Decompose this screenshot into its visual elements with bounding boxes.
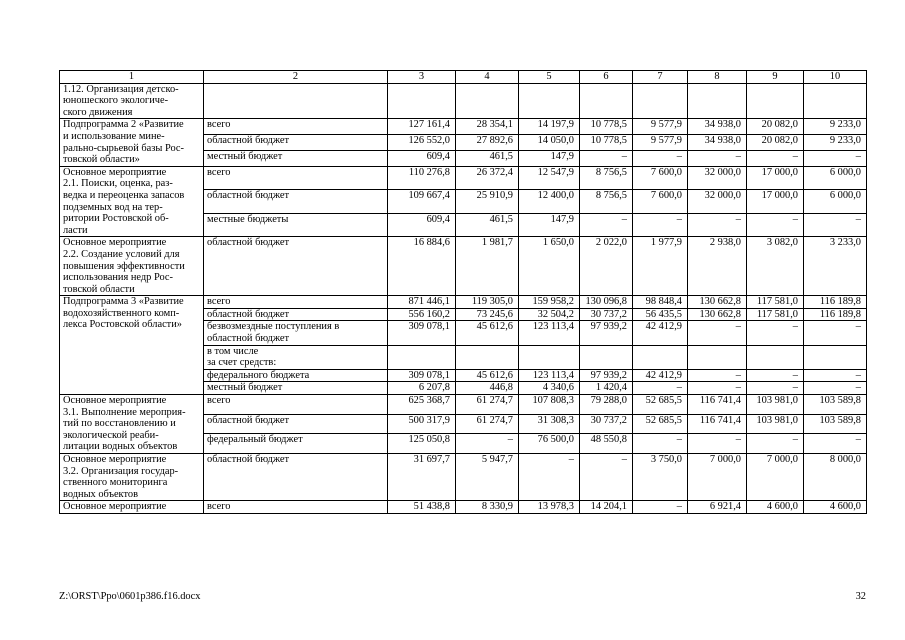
amount-cell: 130 096,8 xyxy=(580,296,633,309)
amount-cell: – xyxy=(519,454,580,501)
amount-cell: 103 589,8 xyxy=(804,395,867,415)
amount-cell: 116 189,8 xyxy=(804,308,867,321)
amount-cell: 76 500,0 xyxy=(519,434,580,454)
amount-cell: 103 981,0 xyxy=(747,395,804,415)
amount-cell: 625 368,7 xyxy=(388,395,456,415)
amount-cell xyxy=(456,83,519,119)
amount-cell: 130 662,8 xyxy=(688,308,747,321)
amount-cell: 6 000,0 xyxy=(804,190,867,214)
amount-cell: 97 939,2 xyxy=(580,369,633,382)
amount-cell: 1 977,9 xyxy=(633,237,688,296)
amount-cell xyxy=(804,83,867,119)
table-row xyxy=(60,296,867,309)
amount-cell: 117 581,0 xyxy=(747,296,804,309)
amount-cell: 31 308,3 xyxy=(519,414,580,434)
amount-cell: 32 000,0 xyxy=(688,166,747,190)
amount-cell: 9 577,9 xyxy=(633,119,688,135)
amount-cell: 3 082,0 xyxy=(747,237,804,296)
amount-cell: 61 274,7 xyxy=(456,414,519,434)
amount-cell: 12 400,0 xyxy=(519,190,580,214)
amount-cell: 32 000,0 xyxy=(688,190,747,214)
column-header: 1 xyxy=(60,71,204,84)
amount-cell: 9 233,0 xyxy=(804,119,867,135)
funding-source-cell: областной бюджет xyxy=(204,454,388,501)
amount-cell: 7 600,0 xyxy=(633,190,688,214)
amount-cell: 8 756,5 xyxy=(580,166,633,190)
amount-cell xyxy=(519,83,580,119)
amount-cell: – xyxy=(633,213,688,237)
amount-cell: 8 330,9 xyxy=(456,501,519,514)
footer-file-path: Z:\ORST\Ppo\0601p386.f16.docx xyxy=(59,591,201,602)
amount-cell: 4 600,0 xyxy=(747,501,804,514)
amount-cell xyxy=(633,83,688,119)
amount-cell: 110 276,8 xyxy=(388,166,456,190)
amount-cell xyxy=(688,83,747,119)
amount-cell: 16 884,6 xyxy=(388,237,456,296)
amount-cell: 1 650,0 xyxy=(519,237,580,296)
funding-source-cell: местный бюджет xyxy=(204,382,388,395)
amount-cell: 17 000,0 xyxy=(747,190,804,214)
funding-source-cell: областной бюджет xyxy=(204,308,388,321)
table-row xyxy=(60,119,867,135)
amount-cell: 12 547,9 xyxy=(519,166,580,190)
amount-cell: 147,9 xyxy=(519,150,580,166)
amount-cell: 45 612,6 xyxy=(456,369,519,382)
amount-cell: 32 504,2 xyxy=(519,308,580,321)
amount-cell: – xyxy=(688,382,747,395)
amount-cell: – xyxy=(804,382,867,395)
amount-cell: 1 420,4 xyxy=(580,382,633,395)
amount-cell: 103 589,8 xyxy=(804,414,867,434)
amount-cell: 4 340,6 xyxy=(519,382,580,395)
amount-cell: 42 412,9 xyxy=(633,369,688,382)
amount-cell: 309 078,1 xyxy=(388,369,456,382)
amount-cell: – xyxy=(688,434,747,454)
column-header: 5 xyxy=(519,71,580,84)
funding-source-cell: областной бюджет xyxy=(204,135,388,151)
amount-cell: 8 756,5 xyxy=(580,190,633,214)
amount-cell: 116 741,4 xyxy=(688,395,747,415)
table-row xyxy=(60,237,867,296)
amount-cell: 119 305,0 xyxy=(456,296,519,309)
amount-cell: – xyxy=(747,213,804,237)
funding-source-cell: всего xyxy=(204,395,388,415)
amount-cell: – xyxy=(633,501,688,514)
table-row xyxy=(60,395,867,415)
funding-source-cell: областной бюджет xyxy=(204,414,388,434)
program-name-cell: Подпрограмма 2 «Развитие и использование мине- рально-сырьевой базы Рос- товской области» xyxy=(60,119,204,166)
program-name-cell: Основное мероприятие 3.1. Выполнение мероприя- тий по восстановлению и экологической реаби- литации водных объектов xyxy=(60,395,204,454)
amount-cell xyxy=(456,345,519,369)
amount-cell: 48 550,8 xyxy=(580,434,633,454)
amount-cell: 159 958,2 xyxy=(519,296,580,309)
amount-cell: – xyxy=(804,150,867,166)
table-header-row xyxy=(60,71,867,84)
amount-cell: 10 778,5 xyxy=(580,135,633,151)
table-row xyxy=(60,166,867,190)
amount-cell: – xyxy=(688,369,747,382)
amount-cell: 30 737,2 xyxy=(580,308,633,321)
amount-cell: 27 892,6 xyxy=(456,135,519,151)
amount-cell xyxy=(688,345,747,369)
amount-cell: 25 910,9 xyxy=(456,190,519,214)
amount-cell: 500 317,9 xyxy=(388,414,456,434)
amount-cell: – xyxy=(747,382,804,395)
program-name-cell: Основное мероприятие xyxy=(60,501,204,514)
program-name-cell: Основное мероприятие 3.2. Организация государ- ственного мониторинга водных объектов xyxy=(60,454,204,501)
amount-cell: 51 438,8 xyxy=(388,501,456,514)
program-name-cell: Подпрограмма 3 «Развитие водохозяйственного комп- лекса Ростовской области» xyxy=(60,296,204,395)
amount-cell: 4 600,0 xyxy=(804,501,867,514)
amount-cell: 2 938,0 xyxy=(688,237,747,296)
funding-source-cell: всего xyxy=(204,501,388,514)
amount-cell: 5 947,7 xyxy=(456,454,519,501)
amount-cell: – xyxy=(580,213,633,237)
amount-cell: 9 577,9 xyxy=(633,135,688,151)
column-header: 7 xyxy=(633,71,688,84)
funding-source-cell: местный бюджет xyxy=(204,150,388,166)
amount-cell: 7 000,0 xyxy=(747,454,804,501)
amount-cell: – xyxy=(688,150,747,166)
amount-cell xyxy=(388,345,456,369)
amount-cell xyxy=(633,345,688,369)
amount-cell: 6 921,4 xyxy=(688,501,747,514)
amount-cell: 1 981,7 xyxy=(456,237,519,296)
amount-cell: 26 372,4 xyxy=(456,166,519,190)
amount-cell: 461,5 xyxy=(456,213,519,237)
column-header: 6 xyxy=(580,71,633,84)
funding-source-cell: всего xyxy=(204,166,388,190)
amount-cell: 14 204,1 xyxy=(580,501,633,514)
amount-cell: – xyxy=(804,321,867,345)
amount-cell: 20 082,0 xyxy=(747,119,804,135)
amount-cell xyxy=(519,345,580,369)
amount-cell: 2 022,0 xyxy=(580,237,633,296)
amount-cell: 446,8 xyxy=(456,382,519,395)
amount-cell: 871 446,1 xyxy=(388,296,456,309)
amount-cell: 30 737,2 xyxy=(580,414,633,434)
amount-cell: 7 000,0 xyxy=(688,454,747,501)
amount-cell: 147,9 xyxy=(519,213,580,237)
amount-cell: – xyxy=(456,434,519,454)
funding-source-cell: федерального бюджета xyxy=(204,369,388,382)
amount-cell: 3 233,0 xyxy=(804,237,867,296)
amount-cell: 17 000,0 xyxy=(747,166,804,190)
funding-source-cell: безвозмездные поступления в областной бюджет xyxy=(204,321,388,345)
funding-source-cell: областной бюджет xyxy=(204,237,388,296)
amount-cell: – xyxy=(633,382,688,395)
amount-cell: 34 938,0 xyxy=(688,119,747,135)
amount-cell: 31 697,7 xyxy=(388,454,456,501)
amount-cell: 109 667,4 xyxy=(388,190,456,214)
program-name-cell: 1.12. Организация детско- юношеского экологиче- ского движения xyxy=(60,83,204,119)
amount-cell: 6 207,8 xyxy=(388,382,456,395)
amount-cell: 79 288,0 xyxy=(580,395,633,415)
amount-cell: 9 233,0 xyxy=(804,135,867,151)
amount-cell: 609,4 xyxy=(388,213,456,237)
program-name-cell: Основное мероприятие 2.1. Поиски, оценка, раз- ведка и переоценка запасов подземных вод на тер- ритории Ростовской об- ласти xyxy=(60,166,204,237)
amount-cell: – xyxy=(804,213,867,237)
budget-table xyxy=(59,70,867,514)
amount-cell: – xyxy=(688,321,747,345)
amount-cell: – xyxy=(633,434,688,454)
amount-cell: 116 741,4 xyxy=(688,414,747,434)
column-header: 10 xyxy=(804,71,867,84)
amount-cell: 7 600,0 xyxy=(633,166,688,190)
amount-cell: – xyxy=(580,454,633,501)
amount-cell: 123 113,4 xyxy=(519,369,580,382)
amount-cell: 556 160,2 xyxy=(388,308,456,321)
amount-cell: 73 245,6 xyxy=(456,308,519,321)
table-row xyxy=(60,501,867,514)
amount-cell: 461,5 xyxy=(456,150,519,166)
amount-cell: 609,4 xyxy=(388,150,456,166)
amount-cell: – xyxy=(747,150,804,166)
amount-cell: 52 685,5 xyxy=(633,395,688,415)
amount-cell: 309 078,1 xyxy=(388,321,456,345)
amount-cell: – xyxy=(688,213,747,237)
amount-cell: 34 938,0 xyxy=(688,135,747,151)
amount-cell: 56 435,5 xyxy=(633,308,688,321)
footer-page-number: 32 xyxy=(855,591,866,602)
column-header: 2 xyxy=(204,71,388,84)
amount-cell: 28 354,1 xyxy=(456,119,519,135)
amount-cell xyxy=(804,345,867,369)
amount-cell: 8 000,0 xyxy=(804,454,867,501)
column-header: 3 xyxy=(388,71,456,84)
table-row xyxy=(60,454,867,501)
program-name-cell: Основное мероприятие 2.2. Создание условий для повышения эффективности использования недр Рос- товской области xyxy=(60,237,204,296)
amount-cell: 127 161,4 xyxy=(388,119,456,135)
amount-cell: 20 082,0 xyxy=(747,135,804,151)
amount-cell: – xyxy=(580,150,633,166)
amount-cell: 125 050,8 xyxy=(388,434,456,454)
amount-cell: 14 050,0 xyxy=(519,135,580,151)
amount-cell: 45 612,6 xyxy=(456,321,519,345)
amount-cell: 107 808,3 xyxy=(519,395,580,415)
funding-source-cell: всего xyxy=(204,296,388,309)
amount-cell: 61 274,7 xyxy=(456,395,519,415)
amount-cell xyxy=(747,83,804,119)
amount-cell xyxy=(747,345,804,369)
funding-source-cell: всего xyxy=(204,119,388,135)
amount-cell: 116 189,8 xyxy=(804,296,867,309)
amount-cell: 98 848,4 xyxy=(633,296,688,309)
funding-source-cell: местные бюджеты xyxy=(204,213,388,237)
amount-cell: – xyxy=(747,321,804,345)
amount-cell: 97 939,2 xyxy=(580,321,633,345)
funding-source-cell: в том числе за счет средств: xyxy=(204,345,388,369)
amount-cell: – xyxy=(747,434,804,454)
funding-source-cell: областной бюджет xyxy=(204,190,388,214)
column-header: 4 xyxy=(456,71,519,84)
amount-cell xyxy=(580,83,633,119)
amount-cell: 123 113,4 xyxy=(519,321,580,345)
amount-cell: 130 662,8 xyxy=(688,296,747,309)
amount-cell: 117 581,0 xyxy=(747,308,804,321)
column-header: 9 xyxy=(747,71,804,84)
amount-cell: 126 552,0 xyxy=(388,135,456,151)
amount-cell: 103 981,0 xyxy=(747,414,804,434)
amount-cell: – xyxy=(633,150,688,166)
amount-cell: – xyxy=(747,369,804,382)
funding-source-cell xyxy=(204,83,388,119)
amount-cell: 10 778,5 xyxy=(580,119,633,135)
table-row xyxy=(60,83,867,119)
amount-cell xyxy=(580,345,633,369)
funding-source-cell: федеральный бюджет xyxy=(204,434,388,454)
amount-cell: 42 412,9 xyxy=(633,321,688,345)
amount-cell: 6 000,0 xyxy=(804,166,867,190)
amount-cell: – xyxy=(804,434,867,454)
amount-cell: 3 750,0 xyxy=(633,454,688,501)
amount-cell: 13 978,3 xyxy=(519,501,580,514)
amount-cell: – xyxy=(804,369,867,382)
column-header: 8 xyxy=(688,71,747,84)
amount-cell xyxy=(388,83,456,119)
amount-cell: 14 197,9 xyxy=(519,119,580,135)
amount-cell: 52 685,5 xyxy=(633,414,688,434)
